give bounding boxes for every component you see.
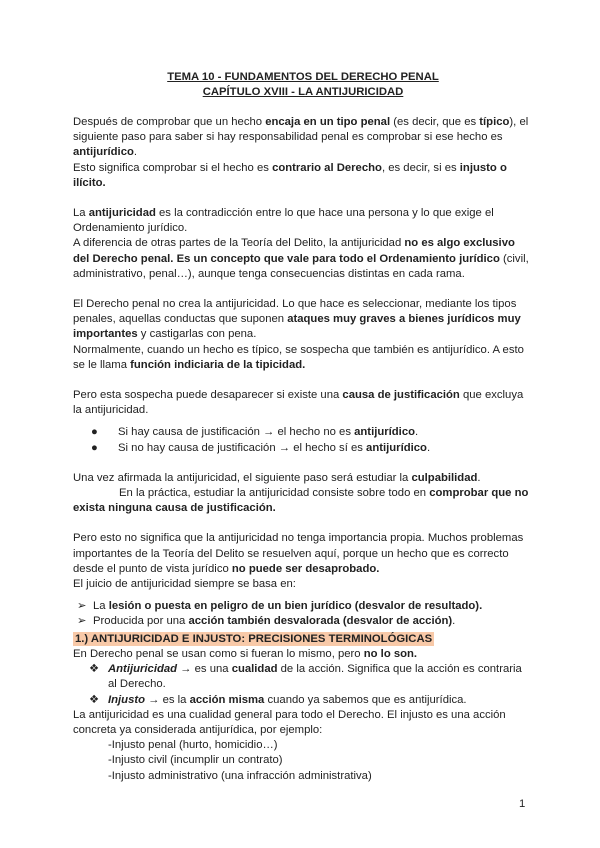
paragraph-intro: Después de comprobar que un hecho encaja en un tipo penal (es decir, que es típico), el siguiente paso para saber si hay responsabilidad penal es comprobar si ese hecho es antijurídico. [73,116,529,159]
arrow-bullet-icon: ➢ [77,600,87,613]
list-item: ➢ Producida por una acción también desvalorada (desvalor de acción). [73,614,533,629]
paragraph-basis: El juicio de antijuricidad siempre se basa en: [73,578,296,591]
terms-list [73,662,533,708]
example-item: -Injusto penal (hurto, homicidio…) [108,739,278,752]
document-title: TEMA 10 - FUNDAMENTOS DEL DERECHO PENAL [167,71,439,83]
diamond-bullet-icon: ❖ [89,693,100,706]
list-item: ❖ Injusto → es la acción misma cuando ya sabemos que es antijurídica. [73,693,533,708]
list-item: ❖ Antijuricidad → es una cualidad de la acción. Significa que la acción es contraria al Derecho. [89,663,522,691]
section-heading: 1.) ANTIJURICIDAD E INJUSTO: PRECISIONES TERMINOLÓGICAS [75,632,433,645]
bullet-icon: ● [91,426,98,439]
example-item: -Injusto administrativo (una infracción administrativa) [108,769,372,782]
justification-list [73,425,533,455]
list-item: ➢ La lesión o puesta en peligro de un bien jurídico (desvalor de resultado). [73,599,533,614]
paragraph-definition: La antijuricidad es la contradicción entre lo que hace una persona y lo que exige el Ordenamiento jurídico. [73,207,494,235]
diamond-bullet-icon: ❖ [89,663,100,676]
example-item: -Injusto civil (incumplir un contrato) [108,754,283,767]
paragraph-meaning: Esto significa comprobar si el hecho es contrario al Derecho, es decir, si es injusto o ilícito. [73,161,507,189]
bullet-icon: ● [91,441,98,454]
paragraph-next-step: Una vez afirmada la antijuricidad, el siguiente paso será estudiar la culpabilidad. [73,471,481,484]
paragraph-not-same: En Derecho penal se usan como si fueran lo mismo, pero no lo son. [73,647,418,660]
paragraph-injusto: La antijuricidad es una cualidad general para todo el Derecho. El injusto es una acción concreta ya considerada antijurídica, por ejemplo: [73,708,506,736]
list-item: ● Si no hay causa de justificación → el hecho sí es antijurídico. [73,441,533,456]
paragraph-practice: En la práctica, estudiar la antijuricidad consiste sobre todo en comprobar que no exista ninguna causa de justificación. [73,487,529,515]
paragraph-indiciaria: Normalmente, cuando un hecho es típico, se sospecha que también es antijurídico. A esto se le llama función indiciaria de la tipicidad. [73,343,524,371]
list-item: ● Si hay causa de justificación → el hecho no es antijurídico. [73,425,533,440]
chapter-title: CAPÍTULO XVIII - LA ANTIJURICIDAD [202,86,404,98]
paragraph-importance: Pero esto no significa que la antijuricidad no tenga importancia propia. Muchos problemas importantes de la Teoría del Delito se resuelven aquí, porque un hecho que es correcto desde el punto de vista jurídico no puede ser desaprobado. [73,532,524,575]
arrow-bullet-icon: ➢ [77,615,87,628]
paragraph-selection: El Derecho penal no crea la antijuricidad. Lo que hace es seleccionar, mediante los tipos penales, aquellas conductas que suponen ataques muy graves a bienes jurídicos muy importantes y castigarlas con pena. [73,298,521,341]
paragraph-general-concept: A diferencia de otras partes de la Teoría del Delito, la antijuricidad no es algo exclusivo del Derecho penal. Es un concepto que vale para todo el Ordenamiento jurídico (civil, administrativo, penal…), aunque tenga consecuencias distintas en cada rama. [73,237,529,280]
page-number: 1 [519,798,526,810]
paragraph-suspicion: Pero esta sospecha puede desaparecer si existe una causa de justificación que excluya la antijuricidad. [73,389,524,417]
document-page [73,70,533,784]
basis-list [73,599,533,629]
